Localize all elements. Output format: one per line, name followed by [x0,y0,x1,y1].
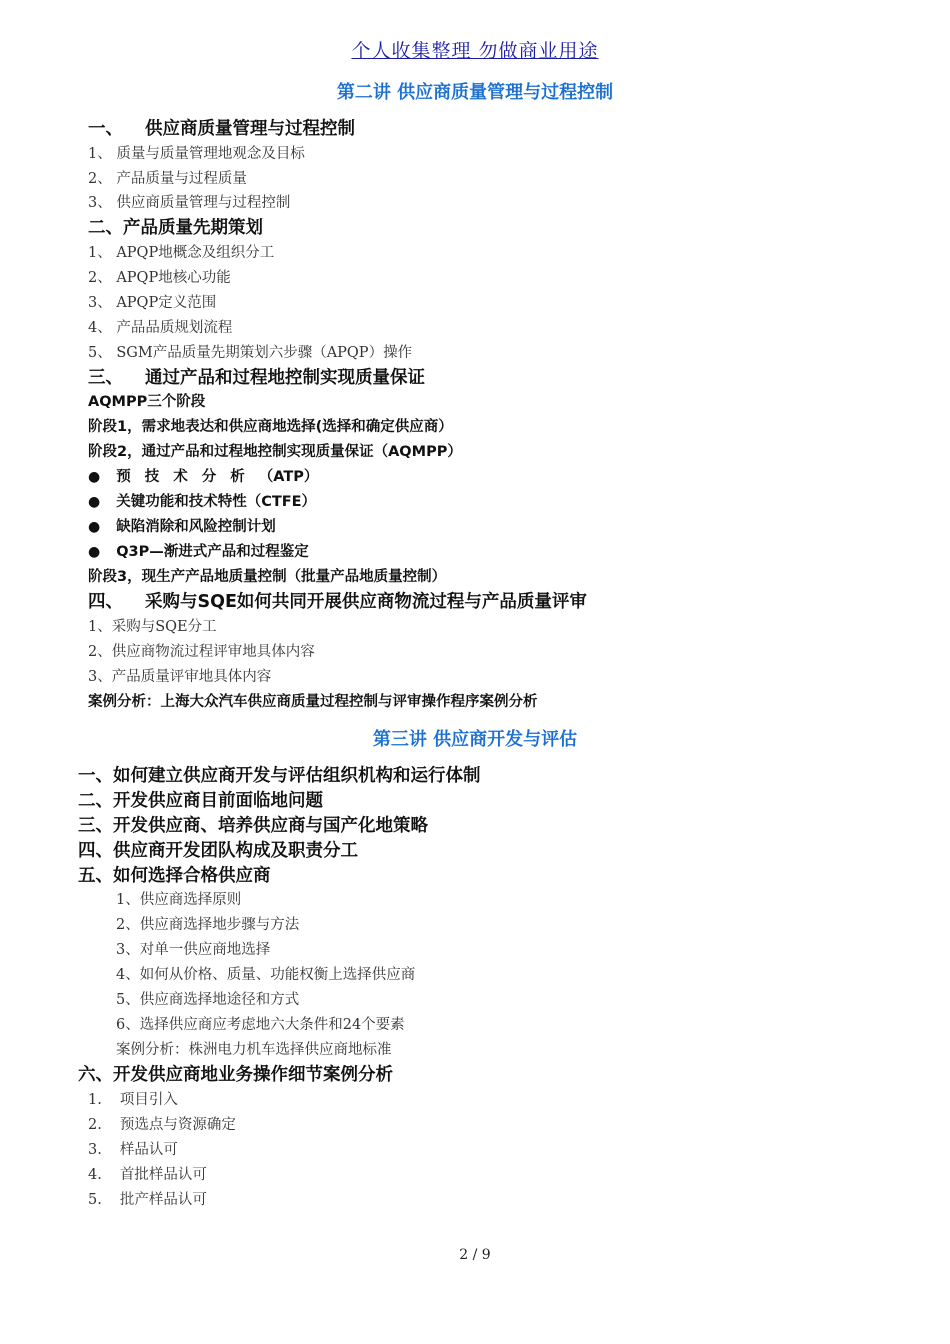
list-item: 4. 首批样品认可 [88,1167,207,1183]
list-item: 1. 项目引入 [88,1092,178,1108]
list-item: 3、 APQP定义范围 [88,295,217,311]
list-item: 1、采购与SQE分工 [88,619,217,635]
bullet-item: ● 预技术分析（ATP） [88,469,319,485]
bullet-item: ● 关键功能和技术特性（CTFE） [88,494,317,510]
lecture-3-title: 第三讲 供应商开发与评估 [372,729,578,750]
section-1-number: 一、 [88,119,123,139]
list-item: 3. 样品认可 [88,1142,178,1158]
list-item: 2、 产品质量与过程质量 [88,171,247,187]
list-item: 4、如何从价格、质量、功能权衡上选择供应商 [116,967,416,983]
section-1-title: 供应商质量管理与过程控制 [145,119,355,139]
section-2-heading: 二、产品质量先期策划 [88,218,263,238]
l3-heading-4: 四、供应商开发团队构成及职责分工 [78,841,358,861]
stage-2: 阶段2，通过产品和过程地控制实现质量保证（AQMPP） [88,444,462,460]
bullet-icon: ● [88,469,101,485]
list-item: 6、选择供应商应考虑地六大条件和24个要素 [116,1017,405,1033]
bullet-icon: ● [88,494,101,510]
section-4-number: 四、 [88,592,123,612]
l3-heading-5: 五、如何选择合格供应商 [78,866,271,886]
lecture-2-title: 第二讲 供应商质量管理与过程控制 [336,82,614,103]
section-3-heading [88,364,425,389]
list-item: 5. 批产样品认可 [88,1192,207,1208]
list-item: 1、 质量与质量管理地观念及目标 [88,146,305,162]
list-item: 1、供应商选择原则 [116,892,242,908]
section-4-title: 采购与SQE如何共同开展供应商物流过程与产品质量评审 [145,592,587,612]
case-analysis: 案例分析：上海大众汽车供应商质量过程控制与评审操作程序案例分析 [88,694,538,710]
section-4-heading [88,588,587,613]
list-item: 3、 供应商质量管理与过程控制 [88,195,291,211]
list-item: 2. 预选点与资源确定 [88,1117,236,1133]
page-number: 2 / 9 [459,1247,491,1263]
bullet-item: ● 缺陷消除和风险控制计划 [88,519,276,535]
list-item: 2、供应商选择地步骤与方法 [116,917,300,933]
list-item: 4、 产品品质规划流程 [88,320,233,336]
l3-heading-2: 二、开发供应商目前面临地问题 [78,791,323,811]
list-item: 2、供应商物流过程评审地具体内容 [88,644,315,660]
l3-heading-3: 三、开发供应商、培养供应商与国产化地策略 [78,816,428,836]
list-item: 5、供应商选择地途径和方式 [116,992,300,1008]
stage-1: 阶段1，需求地表达和供应商地选择(选择和确定供应商） [88,419,453,435]
list-item: 3、对单一供应商地选择 [116,942,271,958]
l3-heading-6: 六、开发供应商地业务操作细节案例分析 [78,1065,393,1085]
list-item: 1、 APQP地概念及组织分工 [88,245,275,261]
list-item: 3、产品质量评审地具体内容 [88,669,272,685]
list-item: 5、 SGM产品质量先期策划六步骤（APQP）操作 [88,345,413,361]
header-note: 个人收集整理 勿做商业用途 [351,40,599,62]
bullet-item: ● Q3P—渐进式产品和过程鉴定 [88,544,309,560]
aqmpp-intro: AQMPP三个阶段 [88,394,206,410]
bullet-icon: ● [88,519,101,535]
l3-heading-1: 一、如何建立供应商开发与评估组织机构和运行体制 [78,766,481,786]
section-3-number: 三、 [88,368,123,388]
list-item: 2、 APQP地核心功能 [88,270,231,286]
section-1-heading [88,115,355,140]
stage-3: 阶段3，现生产产品地质量控制（批量产品地质量控制） [88,569,447,585]
bullet-icon: ● [88,544,101,560]
section-3-title: 通过产品和过程地控制实现质量保证 [145,368,425,388]
case-analysis: 案例分析：株洲电力机车选择供应商地标准 [116,1042,392,1058]
